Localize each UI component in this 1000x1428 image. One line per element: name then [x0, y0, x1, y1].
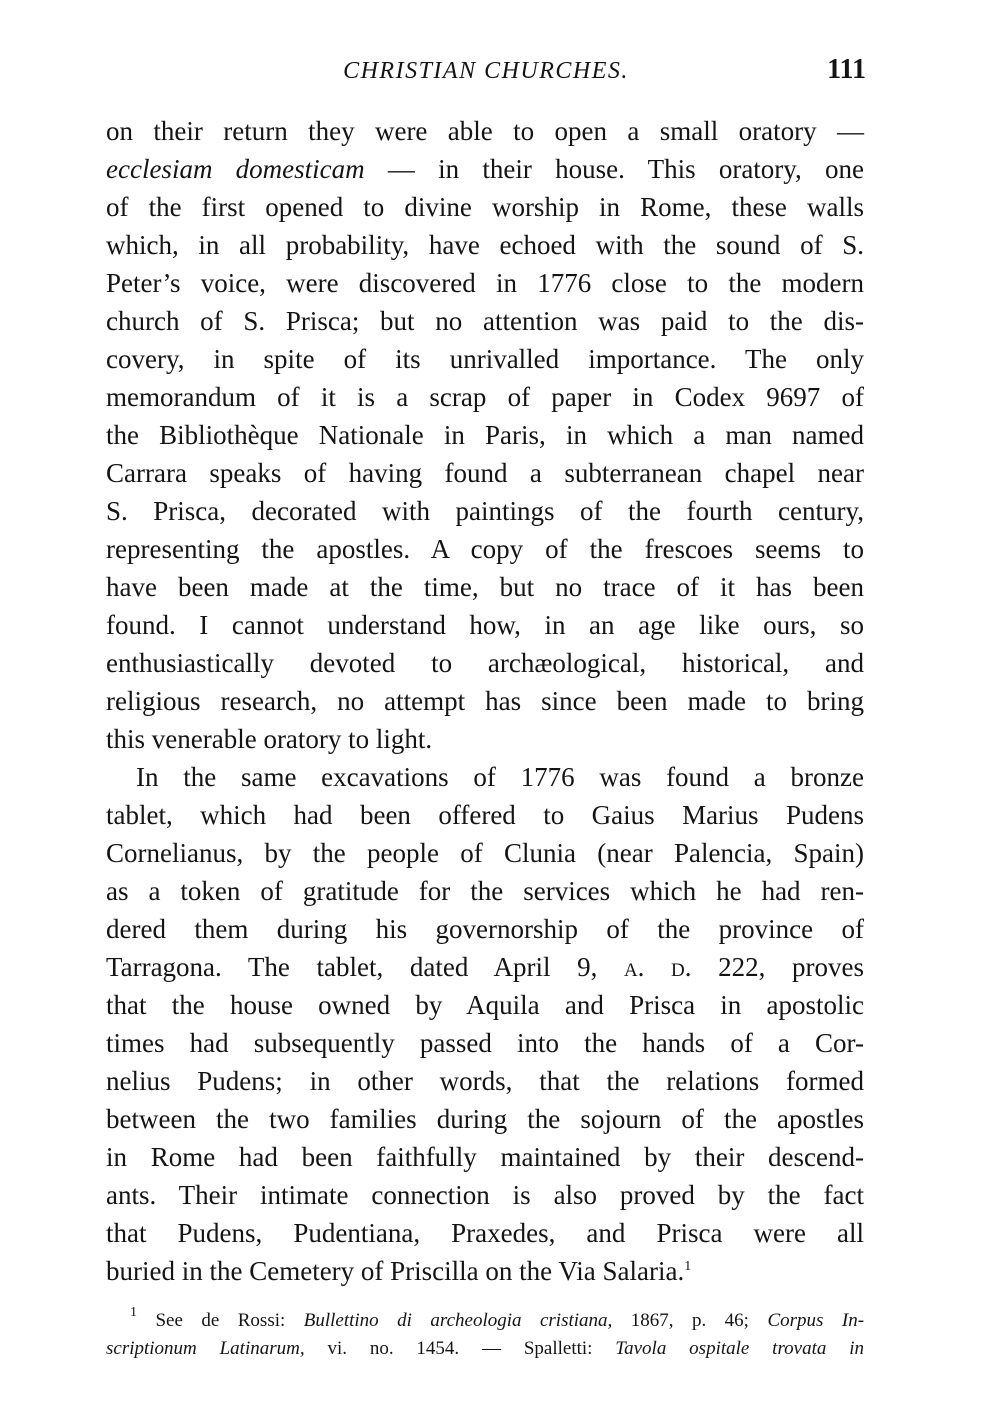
text-line: enthusiastically devoted to archæological, historical, and — [106, 648, 864, 678]
text-line: times had subsequently passed into the hands of a Cor- — [106, 1028, 864, 1058]
text-line: buried in the Cemetery of Priscilla on the Via Salaria.$^1$ — [106, 1256, 692, 1286]
text-line: ecclesiam domesticam — in their house. This oratory, one — [106, 154, 865, 184]
footnote-marker: 1 — [130, 1305, 137, 1320]
text-line: ants. Their intimate connection is also proved by the fact — [106, 1180, 864, 1210]
italic-phrase: ecclesiam domesticam — [106, 154, 365, 184]
text-line: S. Prisca, decorated with paintings of the fourth century, — [106, 496, 864, 526]
text-line: which, in all probability, have echoed with the sound of S. — [106, 230, 864, 260]
text-line: of the first opened to divine worship in Rome, these walls — [106, 192, 864, 222]
text-line: representing the apostles. A copy of the frescoes seems to — [106, 534, 864, 564]
text-line: In the same excavations of 1776 was found a bronze — [136, 762, 864, 792]
text-line: dered them during his governorship of the province of — [106, 914, 864, 944]
text-line: on their return they were able to open a small oratory — — [106, 116, 864, 146]
text-line: in Rome had been faithfully maintained by their descend- — [106, 1142, 864, 1172]
text-line: that Pudens, Pudentiana, Praxedes, and Prisca were all — [106, 1218, 864, 1248]
page-number: 111 — [827, 54, 866, 85]
text-line: Tarragona. The tablet, dated April 9, a. d. 222, proves — [106, 952, 864, 982]
text-line: covery, in spite of its unrivalled importance. The only — [106, 344, 864, 374]
text-line: Carrara speaks of having found a subterranean chapel near — [106, 458, 864, 488]
footnote-reference[interactable]: 1 — [684, 1259, 692, 1274]
text-line: between the two families during the sojourn of the apostles — [106, 1104, 864, 1134]
text-line: found. I cannot understand how, in an age like ours, so — [106, 610, 864, 640]
era-abbreviation: a. d. — [623, 952, 692, 982]
text-line: have been made at the time, but no trace of it has been — [106, 572, 864, 602]
text-line: tablet, which had been offered to Gaius Marius Pudens — [106, 800, 864, 830]
text-line: memorandum of it is a scrap of paper in Codex 9697 of — [106, 382, 864, 412]
running-head — [106, 54, 866, 94]
text-line: Peter’s voice, were discovered in 1776 close to the modern — [106, 268, 864, 298]
footnote-line: $^1$ See de Rossi: Bullettino di archeologia cristiana, 1867, p. 46; Corpus In- — [130, 1305, 865, 1331]
text-line: this venerable oratory to light. — [106, 724, 433, 754]
text-line: nelius Pudens; in other words, that the relations formed — [106, 1066, 864, 1096]
text-line: Cornelianus, by the people of Clunia (near Palencia, Spain) — [106, 838, 864, 868]
text-line: as a token of gratitude for the services which he had ren- — [106, 876, 864, 906]
footnote-line: scriptionum Latinarum, vi. no. 1454. — Spalletti: Tavola ospitale trovata in — [106, 1338, 864, 1359]
text-line: that the house owned by Aquila and Prisca in apostolic — [106, 990, 864, 1020]
running-title: CHRISTIAN CHURCHES. — [343, 58, 629, 84]
text-line: church of S. Prisca; but no attention was paid to the dis- — [106, 306, 864, 336]
text-line: religious research, no attempt has since been made to bring — [106, 686, 864, 716]
text-line: the Bibliothèque Nationale in Paris, in which a man named — [106, 420, 864, 450]
